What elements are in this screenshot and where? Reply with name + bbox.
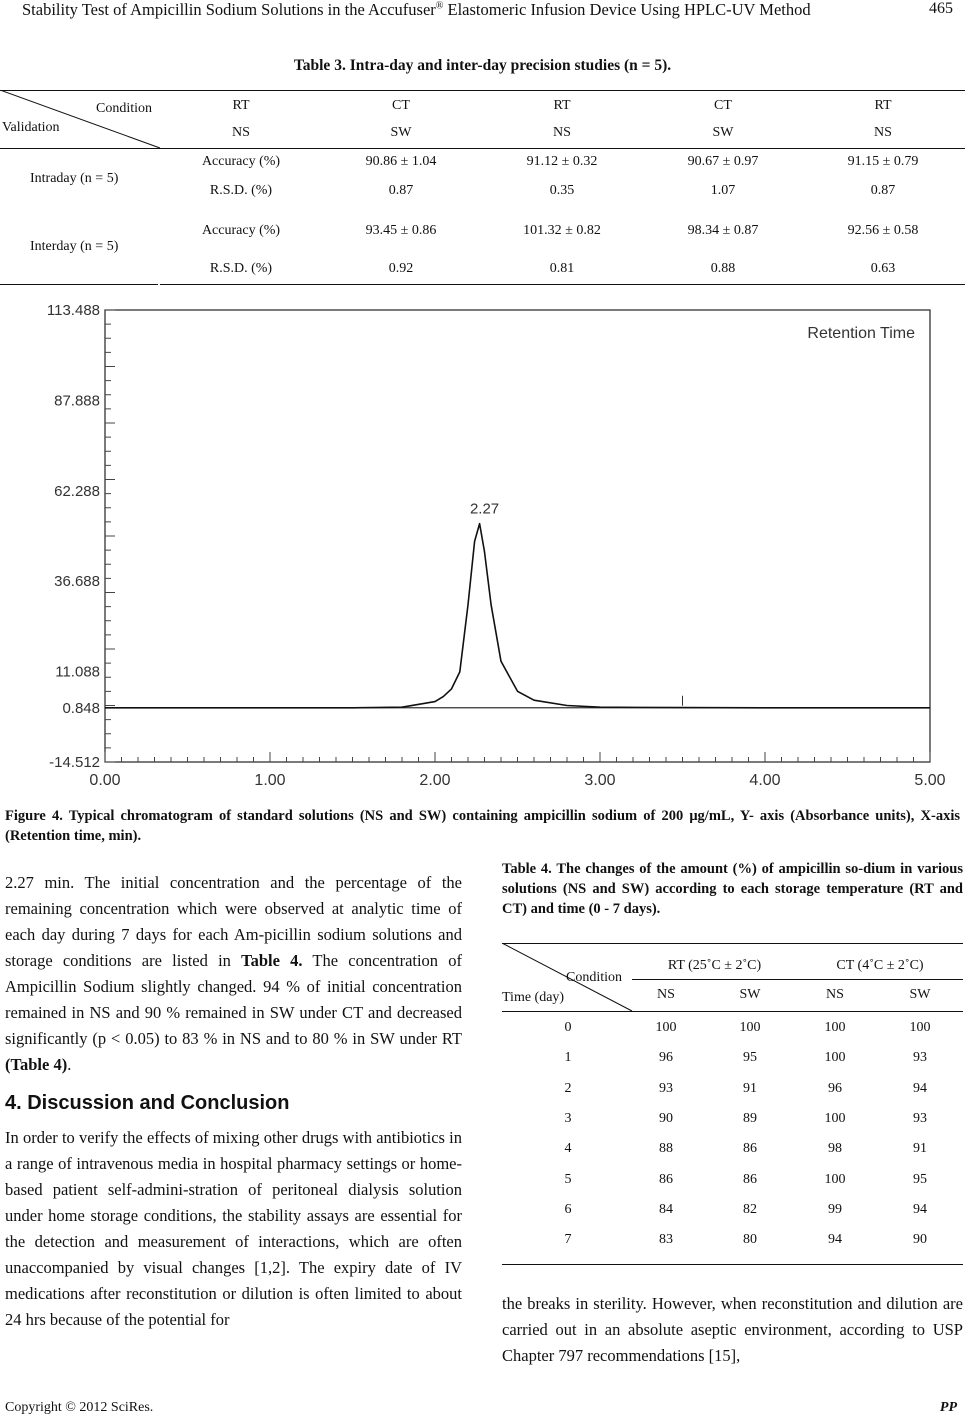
- x-tick-label: 0.00: [89, 772, 121, 789]
- table3-metric: Accuracy (%): [201, 154, 281, 169]
- table3-col-temp: CT: [714, 98, 732, 113]
- y-tick-label: 113.488: [46, 302, 100, 319]
- table4-day: 1: [564, 1050, 572, 1066]
- table3-col-temp: RT: [553, 98, 571, 113]
- table3-cell: 0.88: [710, 261, 736, 276]
- table4-cell: 80: [743, 1232, 757, 1248]
- y-tick-label: 11.088: [55, 663, 100, 681]
- table4-day: 3: [564, 1110, 572, 1126]
- table4-cell: 94: [913, 1080, 927, 1096]
- x-tick-label: 5.00: [914, 772, 946, 789]
- table4-subheader: NS: [826, 987, 844, 1002]
- body-paragraph-3: the breaks in sterility. However, when reconstitution and dilution are carried out in an absolute aseptic environment, according to USP Chapter 797 recommendations [15],: [502, 1294, 963, 1365]
- y-tick-label: 62.288: [54, 482, 100, 500]
- table4-day: 5: [564, 1171, 572, 1187]
- table3-cell: 91.15 ± 0.79: [847, 154, 919, 169]
- table3-group-interday: Interday (n = 5): [30, 239, 119, 254]
- table4-cell: 88: [659, 1141, 673, 1157]
- y-tick-label: 87.888: [54, 392, 100, 410]
- table4-day: 2: [564, 1080, 572, 1096]
- table4-cell: 98: [828, 1141, 842, 1157]
- table4-cell: 100: [739, 1020, 761, 1035]
- body-paragraph-1: 2.27 min. The initial concentration and the percentage of the remaining concentration which were observed at analytic time of each day during 7 days for each Am-picillin sodium solutions and storage conditions are listed in Table 4. The concentration of Ampicillin Sodium slightly changed. 94 % of initial concentration remained in NS and 90 % remained in SW under CT and decreased significantly (p < 0.05) to 83 % in NS and to 80 % in SW under RT (Table 4).: [5, 873, 462, 1074]
- running-header: [22, 0, 811, 20]
- page-number: 465: [929, 0, 953, 17]
- x-tick-label: 3.00: [584, 772, 616, 789]
- table4-cell: 100: [824, 1020, 846, 1035]
- table4-cell: 86: [743, 1141, 757, 1157]
- table3-cell: 90.67 ± 0.97: [687, 154, 759, 169]
- table3-cell: 0.92: [388, 261, 414, 276]
- x-tick-label: 1.00: [254, 772, 286, 789]
- table4-cell: 96: [659, 1050, 673, 1066]
- table4-cell: 96: [828, 1080, 842, 1096]
- chromatogram-trace: [105, 524, 930, 708]
- table3-col-temp: RT: [874, 98, 892, 113]
- table3-col-temp: CT: [392, 98, 410, 113]
- section-heading: 4. Discussion and Conclusion: [5, 1092, 290, 1114]
- chromatogram-chart: [10, 300, 965, 800]
- table4-day: 6: [564, 1201, 572, 1217]
- table4-cell: 93: [659, 1080, 673, 1096]
- table3-cell: 0.87: [388, 183, 414, 198]
- table4-corner-time: Time (day): [502, 990, 565, 1005]
- table4-cell: 83: [659, 1232, 673, 1248]
- table3-cell: 90.86 ± 1.04: [365, 154, 437, 169]
- chromatogram-figure: [10, 300, 965, 800]
- peak-label: 2.27: [469, 500, 500, 518]
- table4-cell: 86: [743, 1171, 757, 1187]
- table4-cell: 93: [913, 1050, 927, 1066]
- table3-cell: 0.35: [549, 183, 575, 198]
- table4-subheader: NS: [657, 987, 675, 1002]
- table3-cell: 91.12 ± 0.32: [526, 154, 598, 169]
- plot-frame: [105, 310, 930, 762]
- left-column: [5, 870, 462, 1333]
- table4-day: 4: [564, 1141, 572, 1157]
- copyright-footer: Copyright © 2012 SciRes.: [5, 1400, 154, 1415]
- table4: [502, 940, 963, 1270]
- table4-cell: 91: [913, 1141, 927, 1157]
- table3-cell: 0.81: [549, 261, 575, 276]
- table4-cell: 82: [743, 1201, 757, 1217]
- table4-cell: 94: [913, 1201, 927, 1217]
- right-column: [502, 1291, 963, 1369]
- table4-cell: 100: [824, 1171, 846, 1187]
- body-paragraph-2: In order to verify the effects of mixing other drugs with antibiotics in a range of intravenous media in hospital pharmacy settings or home-based patient self-admini-stration of peritoneal dialysis solution under home storage conditions, the stability assays are essential for the detection and measurement of interactions, which are often unaccompanied by visual changes [1,2]. The expiry date of IV medications after reconstitution or dilution is often limited to about 24 hrs because of the potential for: [5, 1128, 462, 1329]
- table3-cell: 92.56 ± 0.58: [847, 223, 919, 238]
- x-tick-label: 4.00: [749, 772, 781, 789]
- table4-caption: Table 4. The changes of the amount (%) of ampicillin so-dium in various solutions (NS and SW) according to each storage temperature (RT and CT) and time (0 - 7 days).: [502, 861, 963, 917]
- table4-day: 7: [564, 1232, 572, 1248]
- table3-col-solution: SW: [712, 125, 734, 140]
- table3-cell: 101.32 ± 0.82: [523, 223, 601, 238]
- figure4-caption: Figure 4. Typical chromatogram of standard solutions (NS and SW) containing ampicillin sodium of 200 μg/mL, Y- axis (Absorbance units), X-axis (Retention time, min).: [5, 808, 960, 844]
- table3-caption: Table 3. Intra-day and inter-day precision studies (n = 5).: [293, 57, 672, 74]
- table3-cell: 0.87: [870, 183, 896, 198]
- table3-metric: R.S.D. (%): [209, 261, 273, 276]
- registered-mark: ®: [435, 0, 444, 12]
- table3-col-temp: RT: [232, 98, 250, 113]
- table3-cell: 98.34 ± 0.87: [687, 223, 759, 238]
- table4-cell: 90: [913, 1232, 927, 1248]
- table4-cell: 89: [743, 1110, 757, 1126]
- table3-cell: 1.07: [710, 183, 736, 198]
- y-tick-label: 0.848: [62, 699, 100, 717]
- table4-subheader: SW: [739, 987, 761, 1002]
- table3-col-solution: NS: [553, 125, 571, 140]
- table4-cell: 91: [743, 1080, 757, 1096]
- table4-corner-condition: Condition: [566, 970, 623, 985]
- y-tick-label: -14.512: [49, 754, 100, 771]
- table3-col-solution: NS: [874, 125, 892, 140]
- table4-cell: 90: [659, 1110, 673, 1126]
- table3-group-intraday: Intraday (n = 5): [30, 171, 119, 186]
- table4-cell: 100: [909, 1020, 931, 1035]
- table3-col-solution: SW: [390, 125, 412, 140]
- table4-cell: 84: [659, 1201, 673, 1217]
- table3-metric: R.S.D. (%): [209, 183, 273, 198]
- table4-cell: 93: [913, 1110, 927, 1126]
- table3-col-solution: NS: [232, 125, 250, 140]
- table4-subheader: SW: [909, 987, 931, 1002]
- table4-cell: 100: [824, 1050, 846, 1066]
- table4-cell: 94: [828, 1232, 842, 1248]
- table3-cell: 93.45 ± 0.86: [365, 223, 437, 238]
- table4-cell: 95: [913, 1171, 927, 1187]
- table4-cell: 99: [828, 1201, 842, 1217]
- table3-corner-validation: Validation: [2, 120, 60, 135]
- table3-metric: Accuracy (%): [201, 223, 281, 238]
- table4-cell: 95: [743, 1050, 757, 1066]
- table3-cell: 0.63: [870, 261, 896, 276]
- y-tick-label: 36.688: [54, 573, 100, 591]
- x-tick-label: 2.00: [419, 772, 451, 789]
- table4-group-ct: CT (4˚C ± 2˚C): [836, 958, 924, 973]
- table4-cell: 100: [655, 1020, 677, 1035]
- header-title: Stability Test of Ampicillin Sodium Solutions in the Accufuser: [22, 0, 436, 19]
- table4-cell: 86: [659, 1171, 673, 1187]
- table4-day: 0: [564, 1020, 572, 1035]
- journal-abbrev: PP: [939, 1400, 957, 1415]
- header-title-rest: Elastomeric Infusion Device Using HPLC-UV Method: [443, 0, 811, 19]
- table4-group-rt: RT (25˚C ± 2˚C): [667, 958, 762, 973]
- chart-title: Retention Time: [807, 325, 915, 342]
- table3-corner-condition: Condition: [96, 101, 153, 116]
- table4-cell: 100: [824, 1110, 846, 1126]
- table3: [0, 88, 965, 288]
